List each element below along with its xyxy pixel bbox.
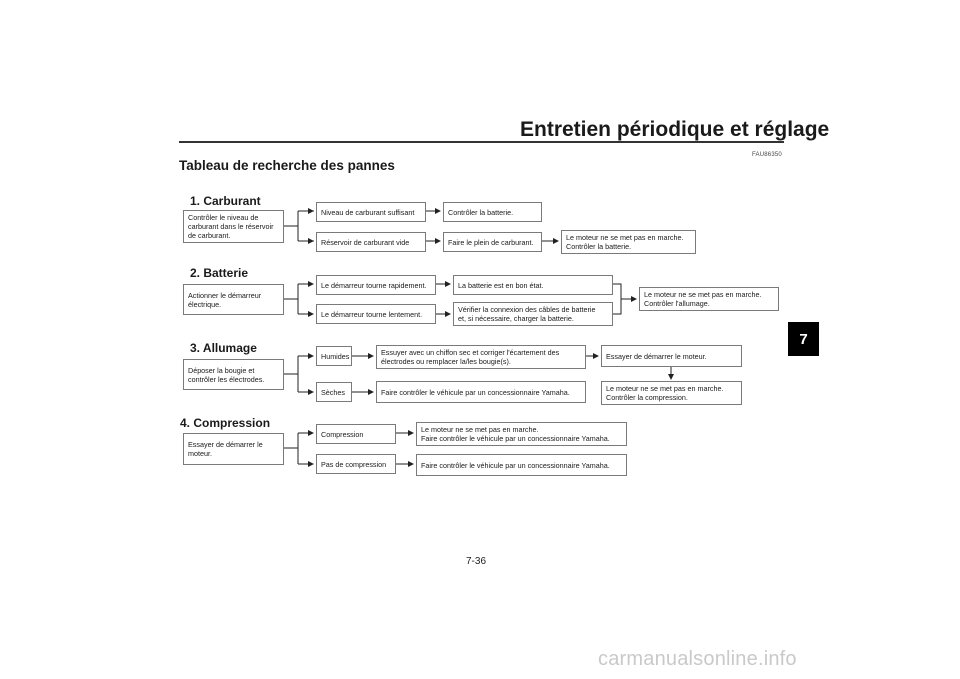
carburant-opt2-box: Réservoir de carburant vide [316, 232, 426, 252]
allumage-opt2-box: Sèches [316, 382, 352, 402]
allumage-opt1-box: Humides [316, 346, 352, 366]
carburant-final-box: Le moteur ne se met pas en marche. Contrôler la batterie. [561, 230, 696, 254]
compression-start-box: Essayer de démarrer le moteur. [183, 433, 284, 465]
doc-code: FAU86350 [752, 152, 782, 158]
page-header-title: Entretien périodique et réglage [520, 118, 830, 141]
connector-compression-start [284, 433, 298, 464]
compression-opt1-box: Compression [316, 424, 396, 444]
connector-batterie-start [284, 284, 298, 314]
section-title-carburant: 1. Carburant [190, 194, 261, 208]
connector-carburant-start [284, 211, 314, 241]
batterie-opt1-box: Le démarreur tourne rapidement. [316, 275, 436, 295]
carburant-opt1-box: Niveau de carburant suffisant [316, 202, 426, 222]
chapter-tab[interactable]: 7 [788, 322, 819, 356]
carburant-opt1-result-box: Contrôler la batterie. [443, 202, 542, 222]
page-number: 7-36 [466, 556, 487, 567]
allumage-final-box: Le moteur ne se met pas en marche. Contrôler la compression. [601, 381, 742, 405]
connector-allumage-start [284, 356, 298, 392]
compression-opt2-result-box: Faire contrôler le véhicule par un concessionnaire Yamaha. [416, 454, 627, 476]
allumage-start-box: Déposer la bougie et contrôler les électrodes. [183, 359, 284, 390]
batterie-opt2-result-box: Vérifier la connexion des câbles de batterie et, si nécessaire, charger la batterie. [453, 302, 613, 326]
section-title-allumage: 3. Allumage [190, 341, 257, 355]
allumage-opt2-result-box: Faire contrôler le véhicule par un concessionnaire Yamaha. [376, 381, 586, 403]
compression-opt2-box: Pas de compression [316, 454, 396, 474]
watermark-text: carmanualsonline.info [598, 648, 797, 670]
compression-opt1-result-box: Le moteur ne se met pas en marche. Faire contrôler le véhicule par un concessionnaire Yamaha. [416, 422, 627, 446]
allumage-opt1-result-box: Essuyer avec un chiffon sec et corriger l'écartement des électrodes ou remplacer la/les bougie(s). [376, 345, 586, 369]
batterie-final-box: Le moteur ne se met pas en marche. Contrôler l'allumage. [639, 287, 779, 311]
page-heading: Tableau de recherche des pannes [179, 158, 395, 173]
carburant-start-box: Contrôler le niveau de carburant dans le réservoir de carburant. [183, 210, 284, 243]
batterie-start-box: Actionner le démarreur électrique. [183, 284, 284, 315]
section-title-batterie: 2. Batterie [190, 266, 249, 280]
allumage-opt1-next-box: Essayer de démarrer le moteur. [601, 345, 742, 367]
batterie-opt2-box: Le démarreur tourne lentement. [316, 304, 436, 324]
batterie-opt1-result-box: La batterie est en bon état. [453, 275, 613, 295]
carburant-opt2-result-box: Faire le plein de carburant. [443, 232, 542, 252]
section-title-compression: 4. Compression [180, 416, 271, 430]
